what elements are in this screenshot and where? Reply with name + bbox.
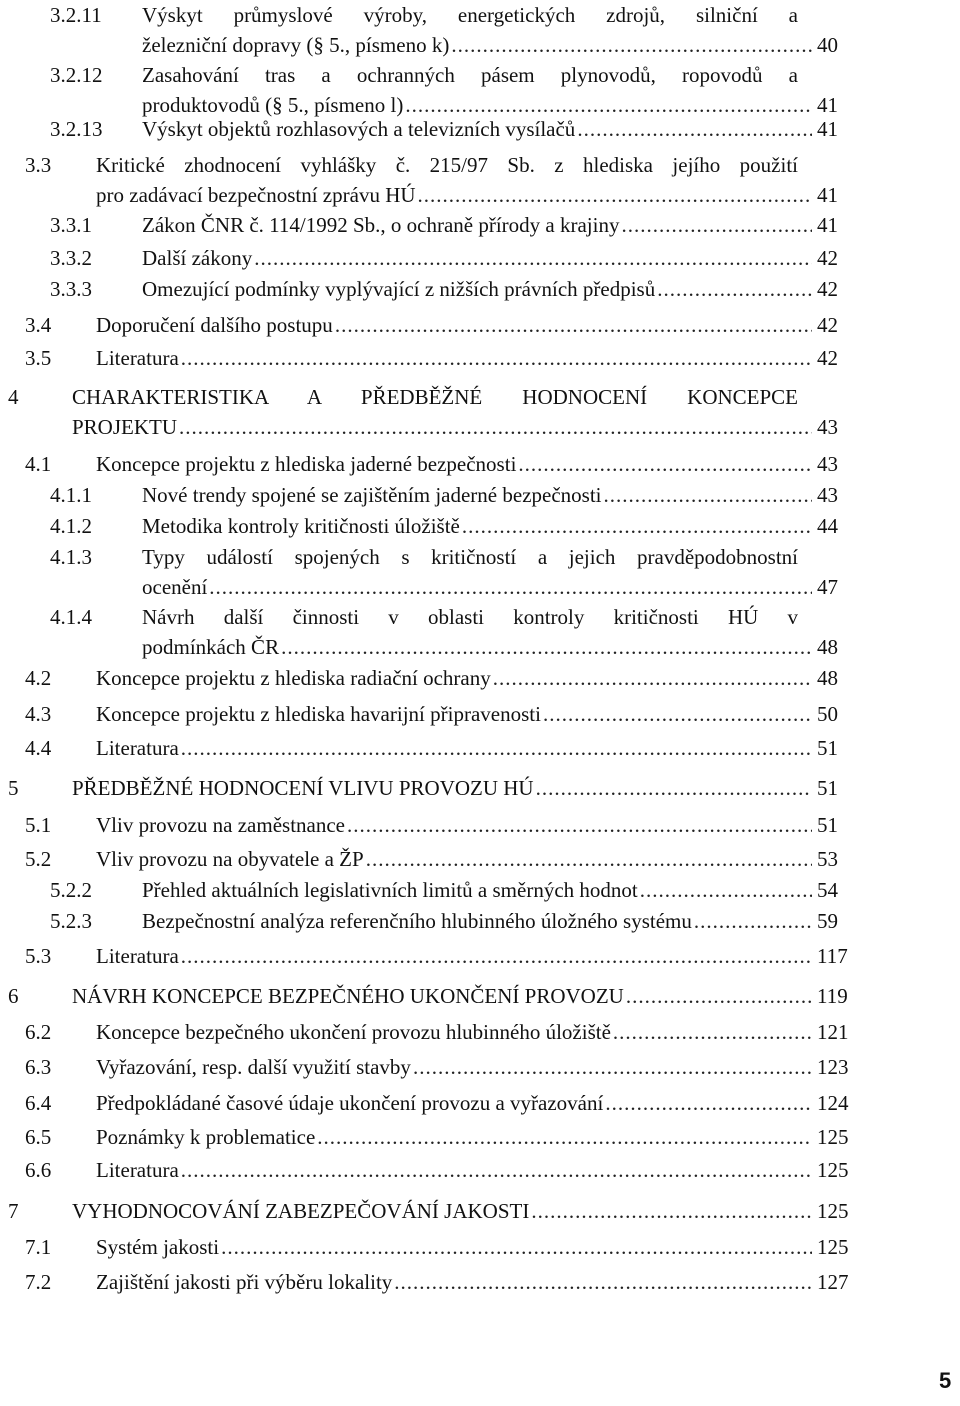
toc-entry[interactable] — [0, 1196, 960, 1226]
toc-entry-title-row — [96, 1267, 814, 1297]
toc-entry-title: NÁVRH KONCEPCE BEZPEČNÉHO UKONČENÍ PROVOZU — [72, 984, 624, 1008]
toc-entry[interactable] — [0, 1155, 960, 1185]
toc-entry-title-line: Typy událostí spojených s kritičností a jejich pravděpodobnostní — [142, 545, 798, 569]
toc-entry-number: 3.2.11 — [50, 3, 102, 27]
toc-entry-page: 48 — [817, 635, 838, 659]
toc-entry-title: Vliv provozu na zaměstnance — [96, 813, 345, 837]
toc-entry-page: 43 — [817, 415, 838, 439]
toc-entry-title: Nové trendy spojené se zajištěním jaderné bezpečnosti — [142, 483, 602, 507]
toc-entry-title: podmínkách ČR — [142, 635, 280, 659]
toc-entry-page: 42 — [817, 313, 838, 337]
toc-entry-title-row — [142, 480, 814, 510]
toc-entry-title-row — [72, 981, 814, 1011]
toc-entry-title-row — [96, 941, 814, 971]
toc-entry-page: 41 — [817, 117, 838, 141]
toc-entry-number: 5.1 — [25, 813, 52, 837]
toc-entry-title-line: Výskyt průmyslové výroby, energetických zdrojů, silniční a — [142, 3, 798, 27]
toc-entry-page: 43 — [817, 483, 838, 507]
toc-entry-title-row — [96, 844, 814, 874]
dot-leader — [605, 1088, 812, 1118]
toc-entry-title-row — [96, 449, 814, 479]
dot-leader — [335, 310, 812, 340]
toc-entry-title: PROJEKTU — [72, 415, 178, 439]
toc-entry-page: 117 — [817, 944, 848, 968]
toc-entry-number: 5.3 — [25, 944, 52, 968]
dot-leader — [462, 511, 812, 541]
toc-entry[interactable] — [0, 733, 960, 763]
toc-entry[interactable] — [0, 699, 960, 729]
toc-entry-page: 42 — [817, 277, 838, 301]
toc-entry-title: Zákon ČNR č. 114/1992 Sb., o ochraně přírody a krajiny — [142, 213, 620, 237]
toc-entry-page: 47 — [817, 575, 838, 599]
toc-entry-number: 5.2.3 — [50, 909, 92, 933]
toc-entry[interactable] — [0, 511, 960, 541]
toc-entry-page: 121 — [817, 1020, 849, 1044]
toc-entry[interactable] — [0, 310, 960, 340]
toc-entry-number: 3.5 — [25, 346, 52, 370]
toc-entry[interactable] — [0, 663, 960, 693]
toc-entry[interactable] — [0, 1232, 960, 1262]
toc-entry-title-line: Zasahování tras a ochranných pásem plynovodů, ropovodů a — [142, 63, 798, 87]
toc-entry-page: 51 — [817, 813, 838, 837]
toc-entry-title: Doporučení dalšího postupu — [96, 313, 333, 337]
toc-entry[interactable] — [0, 981, 960, 1011]
toc-entry-title: železniční dopravy (§ 5., písmeno k) — [142, 33, 450, 57]
dot-leader — [209, 572, 812, 602]
dot-leader — [604, 480, 813, 510]
toc-entry-page: 127 — [817, 1270, 849, 1294]
toc-entry-title: Zajištění jakosti při výběru lokality — [96, 1270, 393, 1294]
dot-leader — [451, 30, 812, 60]
toc-entry-title: Literatura — [96, 1158, 179, 1182]
toc-entry[interactable] — [0, 274, 960, 304]
toc-entry-title: Systém jakosti — [96, 1235, 220, 1259]
toc-entry-page: 44 — [817, 514, 838, 538]
toc-entry-number: 5.2 — [25, 847, 52, 871]
toc-entry-number: 4.1.4 — [50, 605, 92, 629]
dot-leader — [181, 343, 812, 373]
toc-entry[interactable] — [0, 382, 960, 442]
toc-entry-title: Literatura — [96, 944, 179, 968]
toc-entry-number: 3.2.13 — [50, 117, 103, 141]
toc-entry-title-row — [142, 572, 814, 602]
toc-entry-title: Koncepce projektu z hlediska radiační ochrany — [96, 666, 491, 690]
dot-leader — [577, 114, 812, 144]
toc-entry[interactable] — [0, 941, 960, 971]
toc-entry-number: 7.2 — [25, 1270, 52, 1294]
toc-entry-page: 125 — [817, 1158, 849, 1182]
toc-entry-title-row — [142, 30, 814, 60]
toc-entry[interactable] — [0, 773, 960, 803]
toc-entry-title: Další zákony — [142, 246, 253, 270]
dot-leader — [626, 981, 812, 1011]
toc-entry-title: Předpokládané časové údaje ukončení provozu a vyřazování — [96, 1091, 604, 1115]
toc-entry-page: 53 — [817, 847, 838, 871]
toc-entry[interactable] — [0, 1052, 960, 1082]
dot-leader — [181, 1155, 812, 1185]
toc-entry-title-row — [96, 1155, 814, 1185]
toc-entry-title: Přehled aktuálních legislativních limitů a směrných hodnot — [142, 878, 638, 902]
toc-entry-number: 3.4 — [25, 313, 52, 337]
toc-entry-title: Výskyt objektů rozhlasových a televizních vysílačů — [142, 117, 576, 141]
toc-entry-title-row — [96, 699, 814, 729]
toc-entry-title: Koncepce projektu z hlediska jaderné bezpečnosti — [96, 452, 517, 476]
toc-entry[interactable] — [0, 810, 960, 840]
toc-entry-page: 43 — [817, 452, 838, 476]
toc-entry-title: PŘEDBĚŽNÉ HODNOCENÍ VLIVU PROVOZU HÚ — [72, 776, 534, 800]
toc-entry-number: 4 — [8, 385, 19, 409]
toc-entry-page: 48 — [817, 666, 838, 690]
toc-entry-title: Poznámky k problematice — [96, 1125, 316, 1149]
toc-entry-title-row — [96, 810, 814, 840]
toc-entry-number: 7 — [8, 1199, 19, 1223]
dot-leader — [347, 810, 812, 840]
toc-entry-page: 41 — [817, 93, 838, 117]
dot-leader — [613, 1017, 812, 1047]
dot-leader — [418, 180, 812, 210]
toc-entry-title-row — [72, 1196, 814, 1226]
toc-entry-title-row — [142, 114, 814, 144]
toc-entry[interactable] — [0, 449, 960, 479]
toc-entry-title: Bezpečnostní analýza referenčního hlubinného úložného systému — [142, 909, 692, 933]
toc-entry-page: 51 — [817, 736, 838, 760]
dot-leader — [543, 699, 812, 729]
toc-entry-title: pro zadávací bezpečnostní zprávu HÚ — [96, 183, 416, 207]
toc-entry-page: 50 — [817, 702, 838, 726]
toc-entry-page: 59 — [817, 909, 838, 933]
toc-entry-page: 42 — [817, 346, 838, 370]
toc-entry-title: produktovodů (§ 5., písmeno l) — [142, 93, 404, 117]
toc-entry[interactable] — [0, 602, 960, 662]
toc-entry-number: 4.3 — [25, 702, 52, 726]
toc-entry-page: 51 — [817, 776, 838, 800]
toc-entry-title-row — [142, 906, 814, 936]
toc-entry-page: 123 — [817, 1055, 849, 1079]
toc-entry-title-row — [96, 1122, 814, 1152]
dot-leader — [254, 243, 812, 273]
toc-entry-page: 124 — [817, 1091, 849, 1115]
toc-entry-title: Literatura — [96, 736, 179, 760]
toc-entry-number: 4.1.3 — [50, 545, 92, 569]
toc-entry[interactable] — [0, 1017, 960, 1047]
toc-entry-number: 6.5 — [25, 1125, 52, 1149]
dot-leader — [531, 1196, 812, 1226]
toc-entry[interactable] — [0, 210, 960, 240]
toc-entry-title-line: CHARAKTERISTIKA A PŘEDBĚŽNÉ HODNOCENÍ KONCEPCE — [72, 385, 798, 409]
toc-entry-title-row — [142, 875, 814, 905]
toc-entry[interactable] — [0, 343, 960, 373]
dot-leader — [694, 906, 812, 936]
toc-entry-title-line: Návrh další činnosti v oblasti kontroly kritičnosti HÚ v — [142, 605, 798, 629]
toc-entry-title: Vyřazování, resp. další využití stavby — [96, 1055, 411, 1079]
dot-leader — [181, 733, 812, 763]
toc-entry[interactable] — [0, 114, 960, 144]
toc-entry-title-row — [96, 663, 814, 693]
toc-entry[interactable] — [0, 480, 960, 510]
toc-entry[interactable] — [0, 542, 960, 602]
toc-entry[interactable] — [0, 906, 960, 936]
toc-entry[interactable] — [0, 1122, 960, 1152]
toc-entry-title-row — [142, 243, 814, 273]
toc-entry[interactable] — [0, 1267, 960, 1297]
dot-leader — [317, 1122, 812, 1152]
dot-leader — [281, 632, 812, 662]
dot-leader — [181, 941, 812, 971]
toc-entry-number: 6.4 — [25, 1091, 52, 1115]
toc-entry[interactable] — [0, 1088, 960, 1118]
dot-leader — [640, 875, 812, 905]
toc-entry-title: VYHODNOCOVÁNÍ ZABEZPEČOVÁNÍ JAKOSTI — [72, 1199, 530, 1223]
toc-entry-number: 4.2 — [25, 666, 52, 690]
toc-entry-title-row — [72, 773, 814, 803]
toc-entry-title-row — [142, 210, 814, 240]
toc-entry-page: 125 — [817, 1199, 849, 1223]
toc-entry-number: 4.4 — [25, 736, 52, 760]
dot-leader — [493, 663, 812, 693]
toc-entry-number: 4.1.1 — [50, 483, 92, 507]
dot-leader — [413, 1052, 812, 1082]
toc-entry-page: 41 — [817, 183, 838, 207]
toc-entry-title: ocenění — [142, 575, 208, 599]
toc-entry-title: Omezující podmínky vyplývající z nižších právních předpisů — [142, 277, 656, 301]
toc-entry-number: 4.1.2 — [50, 514, 92, 538]
toc-entry-title: Koncepce projektu z hlediska havarijní připravenosti — [96, 702, 541, 726]
toc-entry-title-row — [96, 180, 814, 210]
toc-entry-number: 5.2.2 — [50, 878, 92, 902]
toc-entry-number: 3.3.2 — [50, 246, 92, 270]
dot-leader — [394, 1267, 812, 1297]
toc-entry-number: 5 — [8, 776, 19, 800]
toc-entry-page: 41 — [817, 213, 838, 237]
dot-leader — [518, 449, 812, 479]
toc-entry-title: Literatura — [96, 346, 179, 370]
toc-entry-number: 3.3.1 — [50, 213, 92, 237]
toc-entry[interactable] — [0, 60, 960, 120]
dot-leader — [536, 773, 812, 803]
toc-entry-title-row — [72, 412, 814, 442]
toc-entry-page: 40 — [817, 33, 838, 57]
toc-entry-page: 125 — [817, 1125, 849, 1149]
toc-entry[interactable] — [0, 243, 960, 273]
toc-entry-title-row — [96, 310, 814, 340]
toc-entry-title: Vliv provozu na obyvatele a ŽP — [96, 847, 364, 871]
dot-leader — [366, 844, 812, 874]
toc-entry-number: 6 — [8, 984, 19, 1008]
toc-entry-title-row — [96, 1052, 814, 1082]
toc-entry-number: 3.2.12 — [50, 63, 103, 87]
toc-entry-title-row — [96, 343, 814, 373]
toc-entry-page: 54 — [817, 878, 838, 902]
page-number: 5 — [939, 1368, 952, 1393]
dot-leader — [621, 210, 812, 240]
toc-entry-number: 6.2 — [25, 1020, 52, 1044]
toc-entry-title-row — [142, 511, 814, 541]
toc-entry-number: 6.6 — [25, 1158, 52, 1182]
toc-entry-title-row — [96, 1232, 814, 1262]
toc-entry-page: 119 — [817, 984, 848, 1008]
dot-leader — [657, 274, 812, 304]
toc-entry-title-row — [142, 274, 814, 304]
toc-entry[interactable] — [0, 844, 960, 874]
toc-entry-title-row — [142, 632, 814, 662]
toc-entry-page: 42 — [817, 246, 838, 270]
toc-entry-number: 3.3.3 — [50, 277, 92, 301]
toc-entry-title-row — [96, 1017, 814, 1047]
toc-entry-title-row — [96, 733, 814, 763]
toc-entry-title-row — [96, 1088, 814, 1118]
toc-entry-number: 4.1 — [25, 452, 52, 476]
toc-entry[interactable] — [0, 0, 960, 60]
toc-entry[interactable] — [0, 150, 960, 210]
toc-entry[interactable] — [0, 875, 960, 905]
toc-entry-number: 3.3 — [25, 153, 52, 177]
toc-entry-page: 125 — [817, 1235, 849, 1259]
toc-entry-title: Koncepce bezpečného ukončení provozu hlubinného úložiště — [96, 1020, 611, 1044]
toc-entry-title: Metodika kontroly kritičnosti úložiště — [142, 514, 460, 538]
dot-leader — [221, 1232, 812, 1262]
toc-entry-title-line: Kritické zhodnocení vyhlášky č. 215/97 Sb. z hlediska jejího použití — [96, 153, 798, 177]
dot-leader — [179, 412, 812, 442]
toc-entry-number: 6.3 — [25, 1055, 52, 1079]
toc-entry-number: 7.1 — [25, 1235, 52, 1259]
